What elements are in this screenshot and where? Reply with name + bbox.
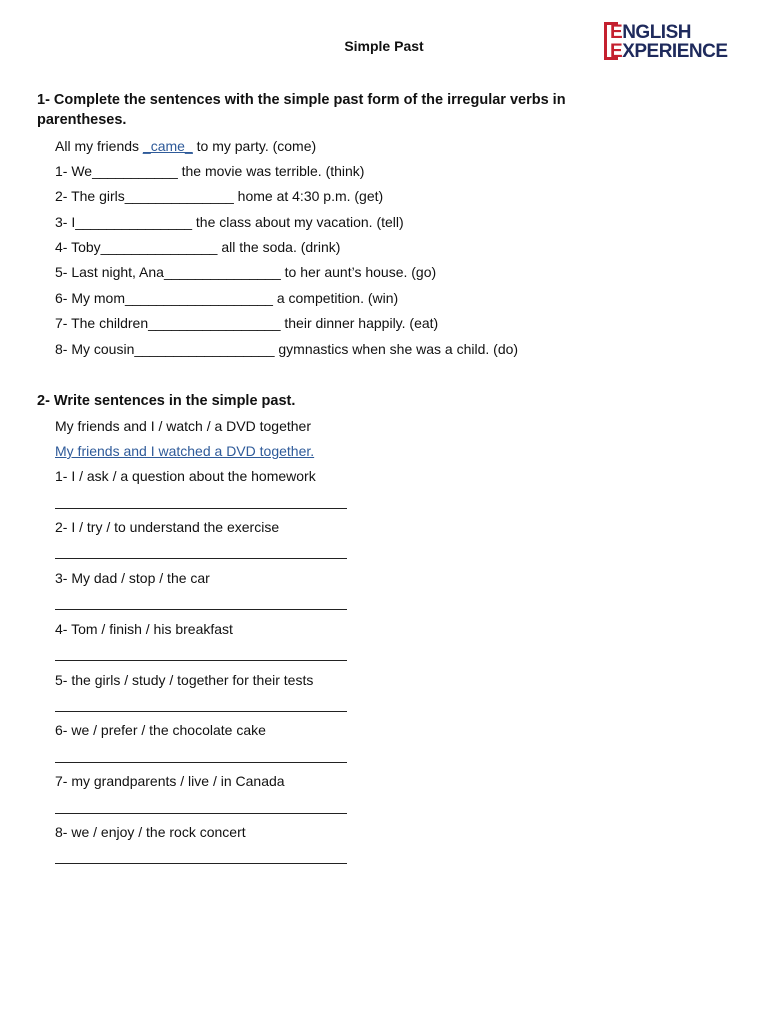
example-answer: _came_ bbox=[142, 138, 193, 154]
exercise-1-item-7: 7- The children_________________ their dinner happily. (eat) bbox=[55, 315, 439, 331]
answer-line-4[interactable] bbox=[55, 660, 347, 661]
exercise-2-item-5: 5- the girls / study / together for their tests bbox=[55, 672, 314, 688]
answer-line-7[interactable] bbox=[55, 813, 347, 814]
exercise-1-example bbox=[55, 137, 316, 155]
exercise-1-item-8: 8- My cousin__________________ gymnastics when she was a child. (do) bbox=[55, 341, 519, 357]
exercise-2-item-8: 8- we / enjoy / the rock concert bbox=[55, 824, 246, 840]
english-experience-logo bbox=[604, 22, 750, 64]
exercise-2-item-7: 7- my grandparents / live / in Canada bbox=[55, 773, 285, 789]
answer-line-5[interactable] bbox=[55, 711, 347, 712]
answer-line-3[interactable] bbox=[55, 609, 347, 610]
example-before: All my friends bbox=[55, 138, 143, 154]
exercise-1-heading: 1- Complete the sentences with the simple past form of the irregular verbs in parentheses. bbox=[37, 92, 566, 128]
exercise-2-item-2: 2- I / try / to understand the exercise bbox=[55, 519, 280, 535]
answer-line-8[interactable] bbox=[55, 863, 347, 864]
exercise-2-heading: 2- Write sentences in the simple past. bbox=[37, 393, 296, 409]
exercise-1-item-1: 1- We___________ the movie was terrible. (think) bbox=[55, 163, 365, 179]
exercise-2-item-3: 3- My dad / stop / the car bbox=[55, 570, 210, 586]
logo-line-2: EXPERIENCE bbox=[610, 41, 728, 62]
exercise-2-item-4: 4- Tom / finish / his breakfast bbox=[55, 621, 233, 637]
exercise-1-item-3: 3- I_______________ the class about my vacation. (tell) bbox=[55, 214, 404, 230]
exercise-2-example-answer: My friends and I watched a DVD together. bbox=[55, 443, 315, 459]
exercise-2-example-prompt: My friends and I / watch / a DVD together bbox=[55, 418, 312, 434]
exercise-1-item-6: 6- My mom___________________ a competition. (win) bbox=[55, 290, 399, 306]
exercise-2-item-6: 6- we / prefer / the chocolate cake bbox=[55, 722, 266, 738]
exercise-1-item-2: 2- The girls______________ home at 4:30 p.m. (get) bbox=[55, 188, 384, 204]
answer-line-1[interactable] bbox=[55, 508, 347, 509]
page-title: Simple Past bbox=[344, 38, 424, 54]
logo-line-1: ENGLISH bbox=[610, 22, 691, 43]
exercise-2-item-1: 1- I / ask / a question about the homework bbox=[55, 468, 316, 484]
exercise-1-item-5: 5- Last night, Ana_______________ to her aunt’s house. (go) bbox=[55, 264, 437, 280]
answer-line-2[interactable] bbox=[55, 558, 347, 559]
answer-line-6[interactable] bbox=[55, 762, 347, 763]
example-after: to my party. (come) bbox=[192, 138, 317, 154]
exercise-1-item-4: 4- Toby_______________ all the soda. (drink) bbox=[55, 239, 341, 255]
